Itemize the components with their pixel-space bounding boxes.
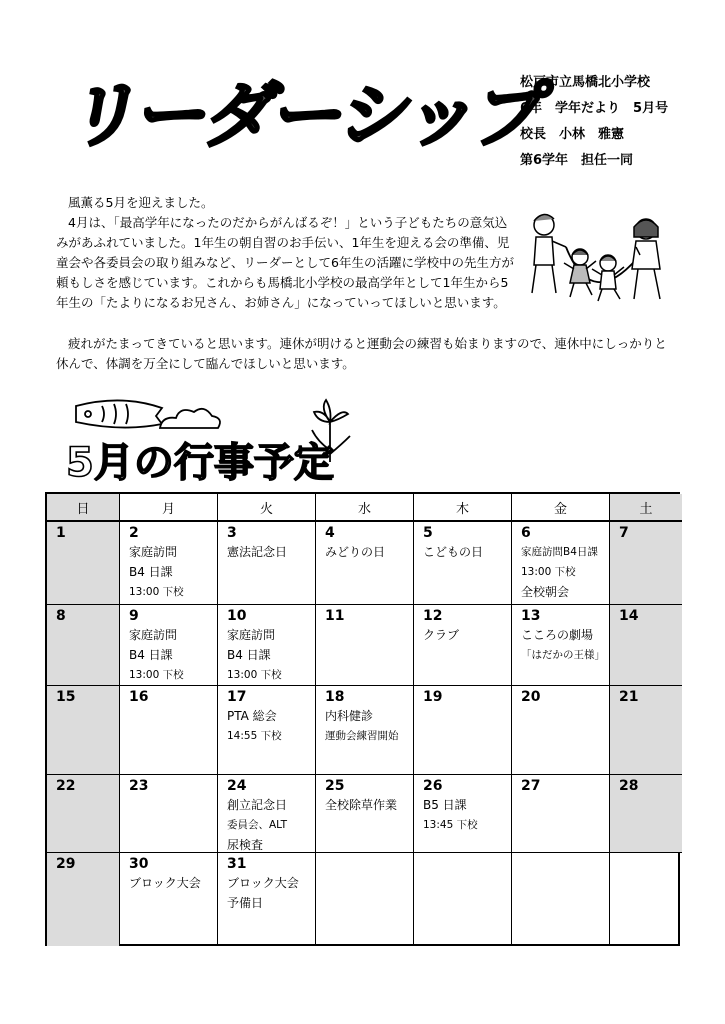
- weekday-header: 月: [120, 494, 218, 522]
- calendar-event: 家庭訪問: [227, 628, 276, 642]
- calendar-day-cell: [316, 605, 414, 686]
- day-number: 4: [325, 525, 335, 541]
- message-body: [56, 193, 516, 313]
- calendar-day-cell: [218, 522, 316, 605]
- calendar-day-cell: [120, 853, 218, 946]
- weekday-header: 土: [610, 494, 682, 522]
- calendar-event: B4 日課: [227, 648, 271, 662]
- day-number: 14: [619, 608, 639, 624]
- calendar-day-cell: [316, 775, 414, 853]
- calendar-day-cell: [512, 853, 610, 946]
- calendar-event: 全校除草作業: [325, 798, 398, 812]
- calendar-event: 予備日: [227, 896, 264, 910]
- day-number: 13: [521, 608, 541, 624]
- calendar-event: 全校朝会: [521, 585, 570, 599]
- calendar-day-cell: [610, 686, 682, 775]
- calendar-day-cell: [218, 853, 316, 946]
- calendar-day-cell: [120, 605, 218, 686]
- day-number: 3: [227, 525, 237, 541]
- calendar-day-cell: [218, 605, 316, 686]
- calendar-day-cell: [414, 522, 512, 605]
- calendar-day-cell: [120, 522, 218, 605]
- carp-streamer-icon: [76, 400, 162, 427]
- calendar-event: 尿検査: [227, 838, 264, 852]
- calendar-event: B5 日課: [423, 798, 467, 812]
- day-number: 21: [619, 689, 639, 705]
- calendar-day-cell: [512, 775, 610, 853]
- calendar-event: B4 日課: [129, 648, 173, 662]
- teachers-credit: 第6学年 担任一同: [520, 153, 634, 168]
- calendar-event: 家庭訪問: [129, 628, 178, 642]
- calendar-event: 家庭訪問B4日課: [521, 546, 598, 558]
- day-number: 16: [129, 689, 149, 705]
- calendar-day-cell: [47, 775, 120, 853]
- weekday-header: 金: [512, 494, 610, 522]
- principal-name: 校長 小林 雅憲: [520, 127, 625, 142]
- schedule-heading: [62, 392, 362, 484]
- day-number: 9: [129, 608, 139, 624]
- calendar-event: 13:00 下校: [129, 586, 184, 598]
- weekday-header: 火: [218, 494, 316, 522]
- day-number: 2: [129, 525, 139, 541]
- day-number: 8: [56, 608, 66, 624]
- calendar-event: 14:55 下校: [227, 730, 282, 742]
- calendar-day-cell: [414, 605, 512, 686]
- day-number: 17: [227, 689, 247, 705]
- calendar-event: 委員会、ALT: [227, 819, 288, 831]
- day-number: 10: [227, 608, 247, 624]
- calendar-day-cell: [120, 686, 218, 775]
- day-number: 27: [521, 778, 541, 794]
- calendar-day-cell: [316, 853, 414, 946]
- calendar-day-cell: [610, 853, 682, 946]
- calendar-day-cell: [512, 605, 610, 686]
- day-number: 18: [325, 689, 345, 705]
- svg-text:リーダーシップ: リーダーシップ: [63, 74, 551, 158]
- school-info: [520, 70, 668, 174]
- day-number: 23: [129, 778, 149, 794]
- calendar-event: 13:00 下校: [227, 669, 282, 681]
- newsletter-issue: 6年 学年だより 5月号: [520, 101, 669, 116]
- may-calendar: [45, 492, 680, 946]
- day-number: 5: [423, 525, 433, 541]
- calendar-event: こころの劇場: [521, 628, 594, 642]
- calendar-day-cell: [218, 775, 316, 853]
- message-body-wide: [56, 334, 676, 374]
- message-paragraph-3: 疲れがたまってきていると思います。連休が明けると運動会の練習も始まりますので、連休中にしっかりと休んで、体調を万全にして臨んでほしいと思います。: [56, 336, 667, 371]
- calendar-day-cell: [120, 775, 218, 853]
- day-number: 7: [619, 525, 629, 541]
- calendar-event: 13:45 下校: [423, 819, 478, 831]
- calendar-day-cell: [610, 775, 682, 853]
- calendar-day-cell: [610, 605, 682, 686]
- school-name: 松戸市立馬橋北小学校: [520, 75, 651, 90]
- children-jump-rope-illustration: [522, 203, 672, 313]
- calendar-event: ブロック大会: [129, 876, 201, 890]
- day-number: 22: [56, 778, 76, 794]
- calendar-day-cell: [47, 522, 120, 605]
- message-paragraph-2: 4月は、「最高学年になったのだからがんばるぞ！」という子どもたちの意気込みがあふれていました。1年生の朝自習のお手伝い、1年生を迎える会の準備、児童会や各委員会の取り組みなど、リーダーとして6年生の活躍に学校中の先生方が頼もしさを感じています。これからも馬橋北小学校の最高学年として1年生から5年生の「たよりになるお兄さん、お姉さん」になっていってほしいと思います。: [56, 215, 514, 310]
- calendar-event: PTA 総会: [227, 709, 277, 723]
- cloud-icon: [160, 409, 220, 428]
- message-paragraph-1: 風薫る5月を迎えました。: [68, 195, 214, 210]
- calendar-event: 「はだかの王様」: [521, 649, 605, 661]
- day-number: 24: [227, 778, 247, 794]
- calendar-event: クラブ: [423, 628, 460, 642]
- calendar-day-cell: [414, 853, 512, 946]
- day-number: 19: [423, 689, 443, 705]
- weekday-header: 日: [47, 494, 120, 522]
- calendar-day-cell: [610, 522, 682, 605]
- calendar-event: ブロック大会: [227, 876, 299, 890]
- day-number: 12: [423, 608, 443, 624]
- day-number: 29: [56, 856, 76, 872]
- calendar-day-cell: [47, 853, 120, 946]
- day-number: 20: [521, 689, 541, 705]
- weekday-header: 水: [316, 494, 414, 522]
- calendar-event: 家庭訪問: [129, 545, 178, 559]
- calendar-day-cell: [414, 686, 512, 775]
- calendar-day-cell: [316, 522, 414, 605]
- weekday-header: 木: [414, 494, 512, 522]
- calendar-event: 13:00 下校: [521, 566, 576, 578]
- calendar-event: B4 日課: [129, 565, 173, 579]
- calendar-day-cell: [512, 522, 610, 605]
- calendar-event: 運動会練習開始: [325, 730, 399, 742]
- calendar-day-cell: [512, 686, 610, 775]
- day-number: 30: [129, 856, 149, 872]
- calendar-event: 憲法記念日: [227, 545, 288, 559]
- day-number: 15: [56, 689, 76, 705]
- day-number: 28: [619, 778, 639, 794]
- schedule-title: 5月の行事予定: [66, 440, 334, 486]
- day-number: 6: [521, 525, 531, 541]
- day-number: 31: [227, 856, 247, 872]
- calendar-day-cell: [47, 605, 120, 686]
- calendar-event: 13:00 下校: [129, 669, 184, 681]
- day-number: 11: [325, 608, 345, 624]
- day-number: 1: [56, 525, 66, 541]
- calendar-event: みどりの日: [325, 545, 386, 559]
- calendar-event: 創立記念日: [227, 798, 288, 812]
- day-number: 26: [423, 778, 443, 794]
- day-number: 25: [325, 778, 345, 794]
- calendar-day-cell: [47, 686, 120, 775]
- calendar-event: 内科健診: [325, 709, 374, 723]
- calendar-day-cell: [316, 686, 414, 775]
- calendar-day-cell: [414, 775, 512, 853]
- calendar-day-cell: [218, 686, 316, 775]
- newsletter-title-logo: [52, 62, 551, 162]
- calendar-event: こどもの日: [423, 545, 484, 559]
